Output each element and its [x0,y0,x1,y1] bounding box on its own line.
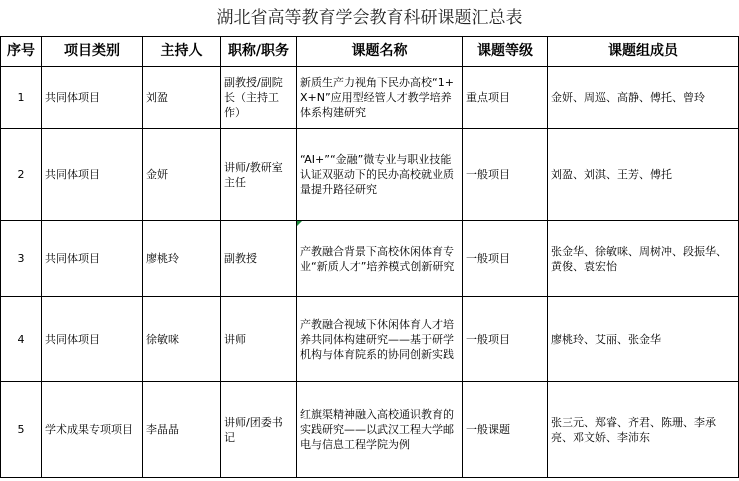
header-category[interactable]: 项目类别 [42,37,143,67]
cell-level[interactable]: 一般项目 [463,221,548,297]
cell-position[interactable]: 讲师 [221,297,297,382]
cell-seq[interactable]: 5 [1,382,42,478]
header-host[interactable]: 主持人 [143,37,221,67]
table-row [1,221,739,297]
cell-category[interactable]: 共同体项目 [42,221,143,297]
cell-topic-name[interactable]: 产教融合背景下高校休闲体育专业“新质人才”培养模式创新研究 [297,221,463,297]
cell-level[interactable]: 一般项目 [463,297,548,382]
cell-host[interactable]: 金妍 [143,129,221,221]
cell-seq[interactable]: 3 [1,221,42,297]
cell-topic-name[interactable]: 产教融合视域下休闲体育人才培养共同体构建研究——基于研学机构与体育院系的协同创新实践 [297,297,463,382]
cell-host[interactable]: 李晶晶 [143,382,221,478]
cell-topic-name[interactable]: 新质生产力视角下民办高校“1+X+N”应用型经管人才教学培养体系构建研究 [297,67,463,129]
cell-seq[interactable]: 4 [1,297,42,382]
header-members[interactable]: 课题组成员 [548,37,739,67]
cell-topic-name[interactable]: “AI+”“金融”微专业与职业技能认证双驱动下的民办高校就业质量提升路径研究 [297,129,463,221]
sheet-title: 湖北省高等教育学会教育科研课题汇总表 [216,8,523,28]
cell-category[interactable]: 学术成果专项项目 [42,382,143,478]
table-row [1,67,739,129]
cell-members[interactable]: 金妍、周巡、高静、傅托、曾玲 [548,67,739,129]
header-position[interactable]: 职称/职务 [221,37,297,67]
cell-members[interactable]: 张三元、郑睿、齐君、陈珊、李承亮、邓文娇、李沛东 [548,382,739,478]
cell-level[interactable]: 一般课题 [463,382,548,478]
cell-category[interactable]: 共同体项目 [42,297,143,382]
header-topic-name[interactable]: 课题名称 [297,37,463,67]
cell-members[interactable]: 廖桃玲、艾丽、张金华 [548,297,739,382]
header-row [1,37,739,67]
cell-position[interactable]: 讲师/教研室主任 [221,129,297,221]
cell-position[interactable]: 讲师/团委书记 [221,382,297,478]
cell-level[interactable]: 一般项目 [463,129,548,221]
cell-category[interactable]: 共同体项目 [42,67,143,129]
header-seq[interactable]: 序号 [1,37,42,67]
cell-position[interactable]: 副教授 [221,221,297,297]
cell-host[interactable]: 徐敏咪 [143,297,221,382]
cell-level[interactable]: 重点项目 [463,67,548,129]
cell-position[interactable]: 副教授/副院长（主持工作） [221,67,297,129]
cell-seq[interactable]: 2 [1,129,42,221]
cell-host[interactable]: 廖桃玲 [143,221,221,297]
table-row [1,297,739,382]
cell-host[interactable]: 刘盈 [143,67,221,129]
table-row [1,382,739,478]
cell-seq[interactable]: 1 [1,67,42,129]
cell-category[interactable]: 共同体项目 [42,129,143,221]
cell-topic-name[interactable]: 红旗渠精神融入高校通识教育的实践研究——以武汉工程大学邮电与信息工程学院为例 [297,382,463,478]
table-row [1,129,739,221]
cell-members[interactable]: 张金华、徐敏咪、周树冲、段振华、黄俊、袁宏怡 [548,221,739,297]
header-level[interactable]: 课题等级 [463,37,548,67]
topics-table [0,36,739,478]
cell-members[interactable]: 刘盈、刘淇、王芳、傅托 [548,129,739,221]
